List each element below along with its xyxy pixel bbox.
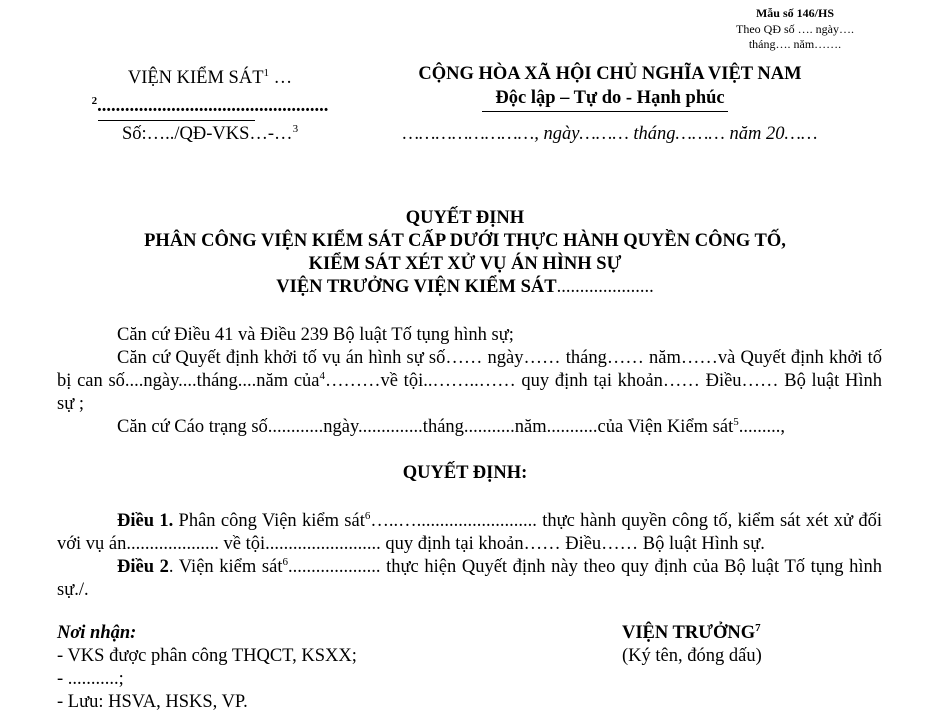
title-decision: QUYẾT ĐỊNH [405, 208, 525, 228]
recipient-item: - Lưu: HSVA, HSKS, VP. [57, 692, 248, 712]
recipient-item: - ...........; [57, 669, 124, 689]
basis-paragraph-1: Căn cứ Điều 41 và Điều 239 Bộ luật Tố tụng hình sự; [117, 325, 514, 345]
title-issuer-text: VIỆN TRƯỞNG VIỆN KIỂM SÁT [276, 277, 557, 297]
title-issuer [0, 276, 930, 299]
recipients-block [57, 622, 357, 714]
nation-name: CỘNG HÒA XÃ HỘI CHỦ NGHĨA VIỆT NAM [418, 64, 802, 84]
article-2-text-a: . Viện kiểm sát [168, 557, 283, 577]
sub-agency-blank: .................................................. [97, 96, 329, 116]
footnote-ref-5: 5 [733, 416, 739, 428]
basis-3-text-a: Căn cứ Cáo trạng số............ngày..............tháng...........năm...........của Viện Kiểm sát [117, 417, 734, 437]
form-code-decision-ref: Theo QĐ số …. ngày…. [736, 21, 854, 36]
form-code-label: Mẫu số 146/HS [755, 6, 834, 20]
issuing-agency-header [60, 66, 360, 117]
article-1-text-a: Phân công Viện kiểm sát [173, 511, 365, 531]
basis-2-text-a: Căn cứ Quyết định khởi tố vụ án hình sự số…… ngày…… tháng…… năm……và Quyết định khởi tố bị can số....ngày....tháng....năm của [57, 348, 882, 391]
document-number-text: Số:…../QĐ-VKS…-… [121, 124, 293, 144]
signature-block [622, 622, 762, 668]
recipients-heading: Nơi nhận: [57, 623, 137, 643]
national-motto: Độc lập – Tự do - Hạnh phúc [495, 88, 725, 108]
footnote-ref-2: 2 [91, 95, 98, 107]
signer-title-text: VIỆN TRƯỞNG [622, 623, 756, 643]
basis-3-text-b: ........., [738, 417, 785, 437]
footnote-ref-3: 3 [292, 123, 299, 135]
article-1-text-b: …..….......................... thực hành quyền công tố, kiểm sát xét xử đối với vụ án.................... về tội......................... quy định tại khoản…… Điều…… Bộ luật Hình sự. [57, 511, 882, 554]
recipient-item: - VKS được phân công THQCT, KSXX; [57, 646, 357, 666]
article-1 [57, 510, 882, 556]
footnote-ref-4: 4 [319, 370, 326, 382]
basis-2-text-b: ………về tội..……..…… quy định tại khoản…… Điều…… Bộ luật Hình sự ; [57, 371, 882, 414]
signer-title [622, 622, 762, 645]
decision-heading: QUYẾT ĐỊNH: [402, 463, 528, 483]
article-2-text-b: .................... thực hiện Quyết định này theo quy định của Bộ luật Tố tụng hình sự./. [57, 557, 883, 600]
sub-agency-line [60, 90, 360, 117]
footnote-ref-6: 6 [364, 510, 371, 522]
form-code-decision-date: tháng…. năm……. [748, 37, 842, 51]
footnote-ref-6b: 6 [282, 556, 288, 568]
basis-paragraph-3 [57, 416, 882, 439]
article-1-label: Điều 1. [117, 511, 174, 531]
form-code-block [690, 6, 900, 53]
document-number [60, 124, 360, 145]
title-subject-line1: PHÂN CÔNG VIỆN KIỂM SÁT CẤP DƯỚI THỰC HÀNH QUYỀN CÔNG TỐ, [144, 231, 786, 251]
document-title [0, 207, 930, 299]
agency-name-text: VIỆN KIỂM SÁT [127, 68, 264, 88]
title-issuer-blank: ..................... [556, 277, 654, 297]
footnote-ref-7: 7 [755, 622, 761, 634]
agency-name [60, 66, 360, 90]
agency-name-suffix: … [269, 68, 293, 88]
agency-divider-line [98, 120, 255, 121]
footnote-ref-1: 1 [263, 67, 270, 79]
motto-underline [482, 111, 728, 112]
article-2-label: Điều 2 [117, 557, 169, 577]
title-subject-line2: KIỂM SÁT XÉT XỬ VỤ ÁN HÌNH SỰ [308, 254, 622, 274]
signature-note: (Ký tên, đóng dấu) [622, 646, 762, 666]
place-date-line: ……………………, ngày……… tháng……… năm 20…… [402, 124, 818, 144]
article-2 [57, 556, 882, 602]
basis-paragraph-2 [57, 347, 882, 416]
national-header [370, 62, 850, 110]
